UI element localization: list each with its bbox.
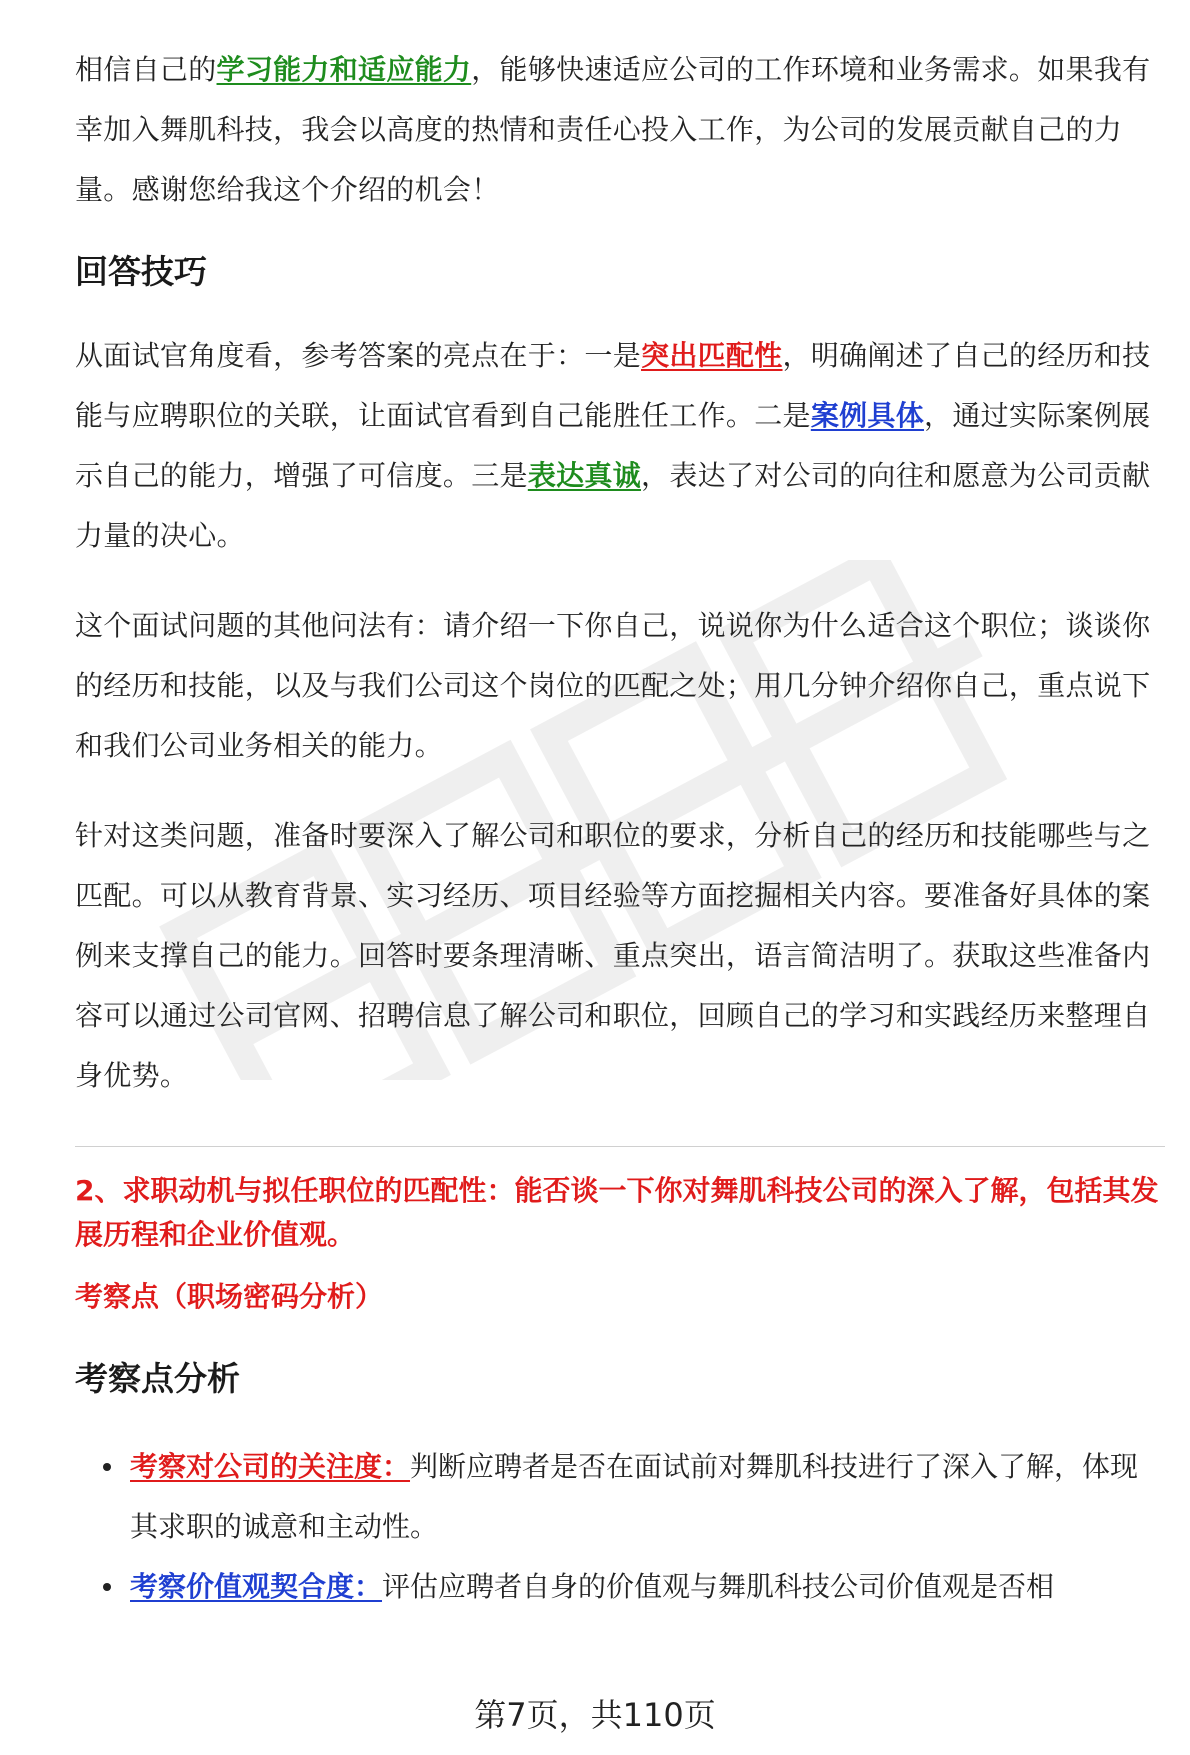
question-2-subtitle: 考察点（职场密码分析） <box>75 1280 384 1313</box>
text-span: ，通过实际案例展示自己的能力，增强了可信度。三是 <box>75 399 1151 492</box>
point-text: 评估应聘者自身的价值观与舞肌科技公司价值观是否相 <box>382 1570 1055 1603</box>
text-span: ，明确阐述了自己的经历和技能与应聘职位的关联，让面试官看到自己能胜任工作。二是 <box>75 339 1151 432</box>
preparation-paragraph: 针对这类问题，准备时要深入了解公司和职位的要求，分析自己的经历和技能哪些与之匹配。可以从教育背景、实习经历、项目经验等方面挖掘相关内容。要准备好具体的案例来支撑自己的能力。回答时要条理清晰、重点突出，语言简洁明了。获取这些准备内容可以通过公司官网、招聘信息了解公司和职位，回顾自己的学习和实践经历来整理自身优势。 <box>75 819 1151 1092</box>
intro-paragraph <box>75 40 1165 220</box>
text-span: ，表达了对公司的向往和愿意为公司贡献力量的决心。 <box>75 459 1151 552</box>
text-span: ，能够快速适应公司的工作环境和业务需求。如果我有幸加入舞肌科技，我会以高度的热情和责任心投入工作，为公司的发展贡献自己的力量。感谢您给我这个介绍的机会！ <box>75 53 1151 206</box>
bullet-icon <box>103 1463 111 1471</box>
point-text: 判断应聘者是否在面试前对舞肌科技进行了深入了解，体现其求职的诚意和主动性。 <box>130 1450 1139 1543</box>
highlight-matching: 突出匹配性 <box>641 339 783 372</box>
highlight-learning-ability: 学习能力和适应能力 <box>216 53 472 86</box>
point-label: 考察价值观契合度： <box>130 1570 383 1603</box>
heading-analysis: 考察点分析 <box>75 1359 240 1398</box>
point-label: 考察对公司的关注度： <box>130 1450 411 1483</box>
text-span: 从面试官角度看，参考答案的亮点在于：一是 <box>75 339 642 372</box>
list-item <box>75 1557 1165 1617</box>
bullet-icon <box>103 1583 111 1591</box>
list-item <box>75 1437 1165 1557</box>
heading-answer-tips: 回答技巧 <box>75 252 207 291</box>
analysis-list <box>75 1437 1165 1617</box>
page-content <box>75 40 1165 1617</box>
other-ways-paragraph: 这个面试问题的其他问法有：请介绍一下你自己，说说你为什么适合这个职位；谈谈你的经历和技能，以及与我们公司这个岗位的匹配之处；用几分钟介绍你自己，重点说下和我们公司业务相关的能力。 <box>75 609 1151 762</box>
page-number: 第7页，共110页 <box>474 1696 716 1734</box>
section-divider <box>75 1146 1165 1147</box>
text-span: 相信自己的 <box>75 53 217 86</box>
highlight-sincere: 表达真诚 <box>527 459 642 492</box>
question-2-title: 2、求职动机与拟任职位的匹配性：能否谈一下你对舞肌科技公司的深入了解，包括其发展历程和企业价值观。 <box>75 1174 1159 1251</box>
highlight-specific-cases: 案例具体 <box>810 399 925 432</box>
tips-paragraph <box>75 326 1165 566</box>
